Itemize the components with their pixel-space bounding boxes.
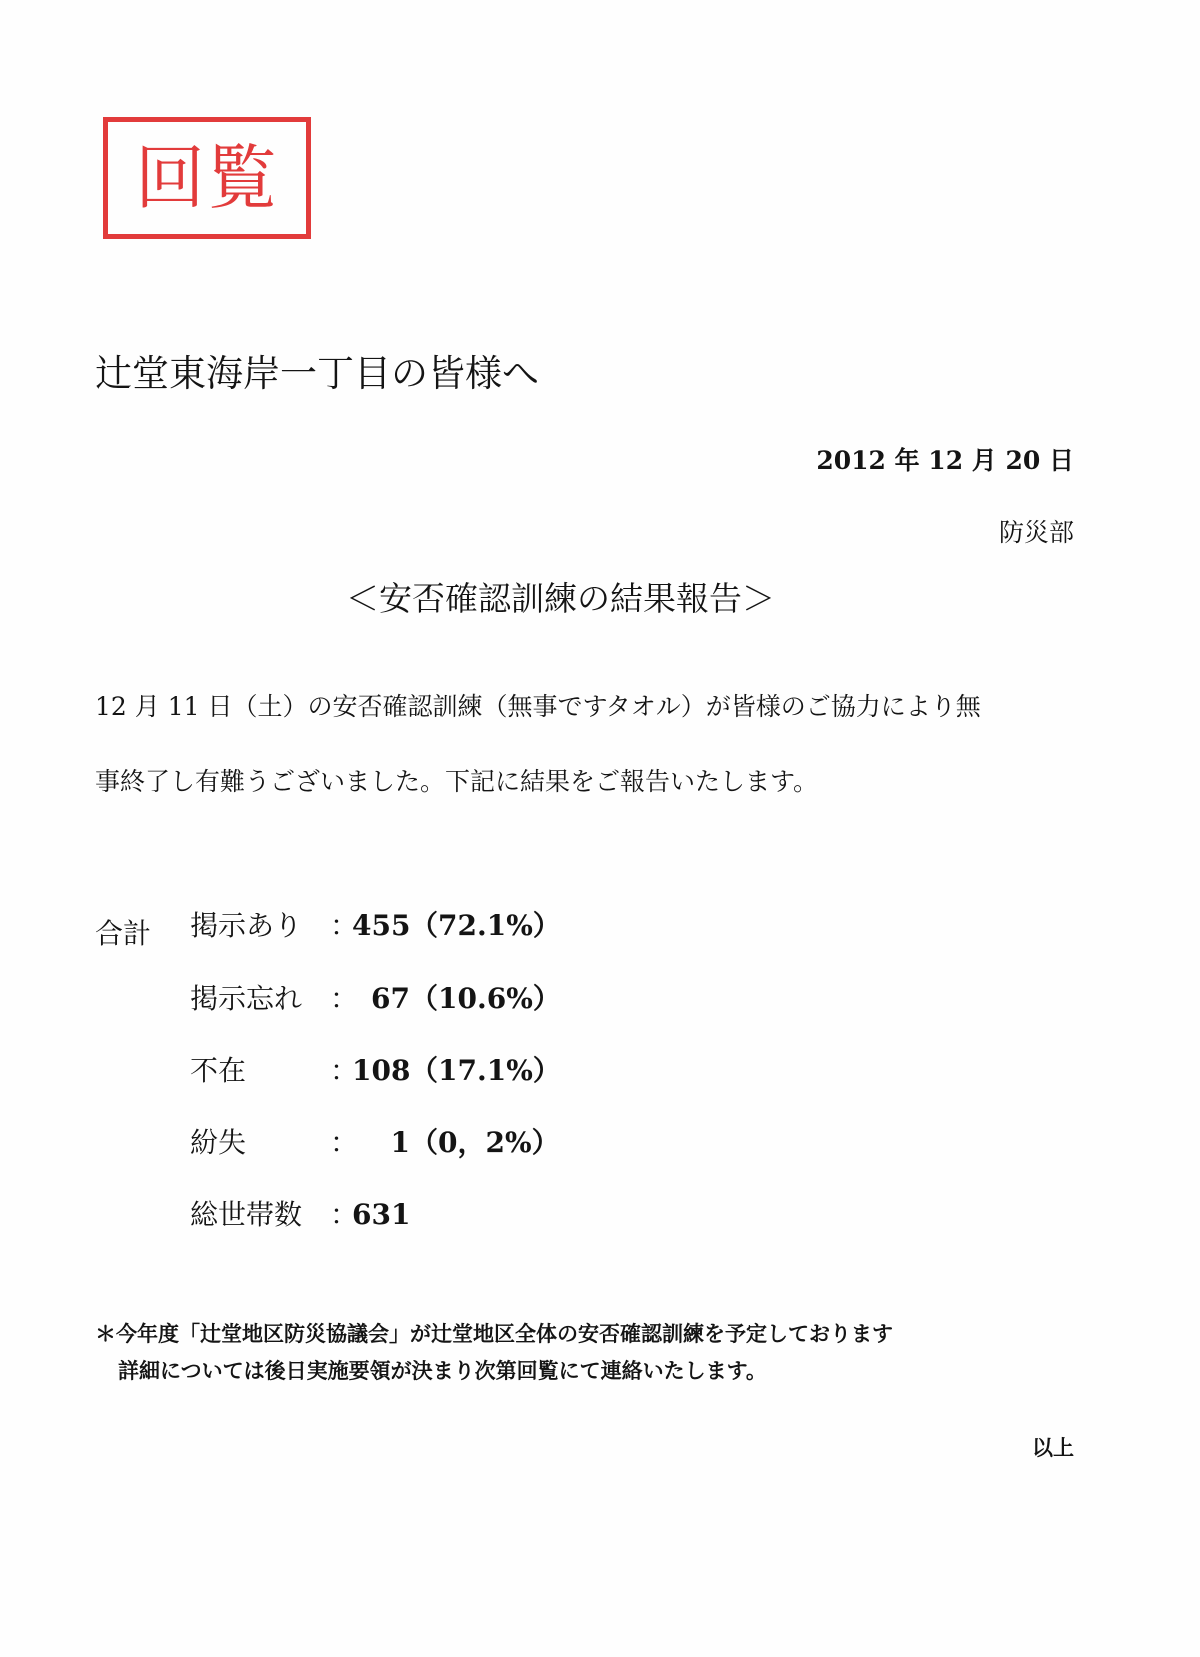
- stat-label: 不在: [190, 1054, 247, 1087]
- body-text-line-1: 12 月 11 日（土）の安否確認訓練（無事ですタオル）が皆様のご協力により無: [95, 692, 981, 721]
- stat-label: 掲示忘れ: [190, 982, 303, 1015]
- issue-date: 2012 年 12 月 20 日: [816, 446, 1074, 475]
- stat-value: 67: [371, 982, 410, 1015]
- stat-colon: ：: [330, 982, 359, 1015]
- stat-percent: （17.1%）: [410, 1054, 561, 1087]
- stat-row-absent: [190, 1054, 561, 1087]
- stat-label: 総世帯数: [190, 1198, 303, 1231]
- stat-row-lost: [190, 1126, 560, 1159]
- stat-colon: ：: [330, 909, 359, 942]
- stat-colon: ：: [330, 1198, 359, 1231]
- stat-label: 紛失: [190, 1126, 247, 1159]
- note-line-1: ＊今年度「辻堂地区防災協議会」が辻堂地区全体の安否確認訓練を予定しております: [95, 1321, 893, 1346]
- body-text-line-2: 事終了し有難うございました。下記に結果をご報告いたします。: [95, 767, 819, 796]
- report-title: ＜安否確認訓練の結果報告＞: [346, 579, 775, 618]
- stat-value: 108: [352, 1054, 411, 1087]
- stat-colon: ：: [330, 1126, 359, 1159]
- stat-percent: （72.1%）: [410, 909, 561, 942]
- circulation-stamp: [103, 117, 311, 239]
- stat-label: 掲示あり: [190, 909, 303, 942]
- issuing-department: 防災部: [998, 518, 1074, 547]
- recipient-heading: 辻堂東海岸一丁目の皆様へ: [95, 352, 539, 395]
- stat-colon: ：: [330, 1054, 359, 1087]
- stat-value: 455: [352, 909, 411, 942]
- stat-value: 631: [352, 1198, 411, 1231]
- stat-percent: （0，2%）: [410, 1126, 560, 1159]
- stat-percent: （10.6%）: [410, 982, 561, 1015]
- stamp-text: 回覧: [135, 137, 279, 219]
- stat-row-total-households: [190, 1198, 411, 1231]
- note-line-2: 詳細については後日実施要領が決まり次第回覧にて連絡いたします。: [118, 1358, 767, 1383]
- stat-row-forgot: [190, 982, 561, 1015]
- stats-total-label: 合計: [95, 917, 152, 950]
- stat-value: 1: [390, 1126, 410, 1159]
- closing-text: 以上: [1032, 1435, 1074, 1460]
- stat-row-posted: [190, 909, 561, 942]
